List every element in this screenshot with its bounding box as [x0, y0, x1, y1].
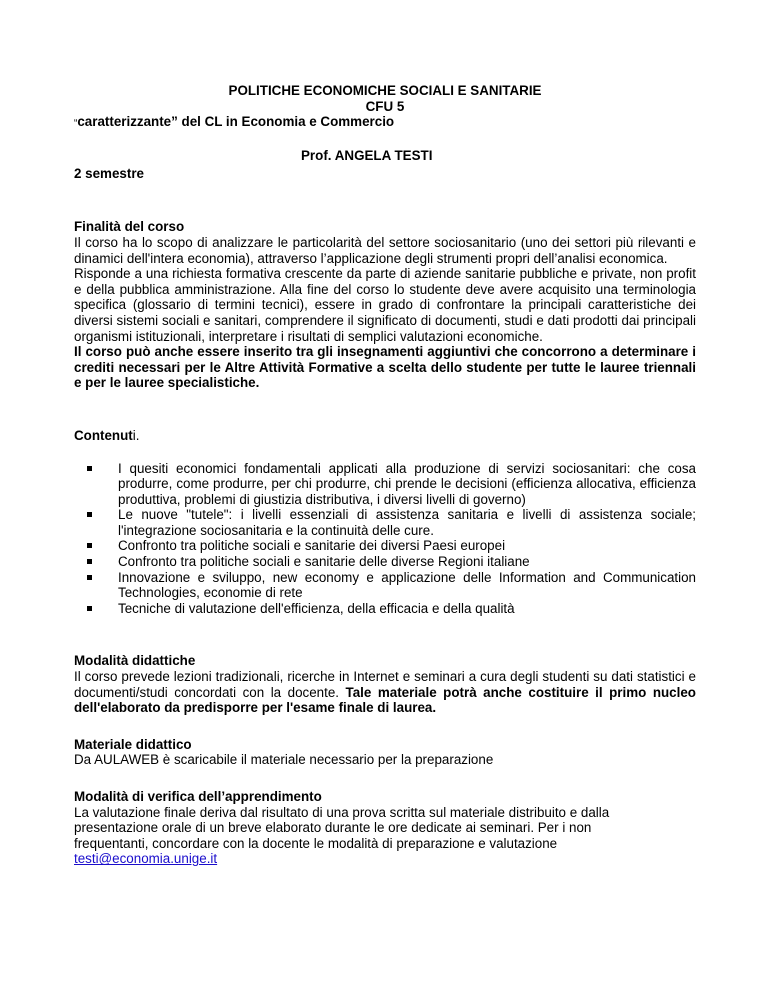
- verifica-line-3: frequentanti, concordare con la docente le modalità di preparazione e valutazione: [74, 835, 558, 851]
- verifica-heading: Modalità di verifica dell’apprendimento: [74, 789, 322, 804]
- document-page: [74, 83, 696, 867]
- bullet-square-icon: [87, 606, 92, 611]
- course-cfu: CFU 5: [365, 98, 405, 114]
- course-subtitle: [74, 114, 696, 132]
- list-item-text: Confronto tra politiche sociali e sanitarie delle diverse Regioni italiane: [118, 554, 530, 570]
- bullet-square-icon: [87, 466, 92, 471]
- bullet-square-icon: [87, 512, 92, 517]
- course-title: POLITICHE ECONOMICHE SOCIALI E SANITARIE: [228, 83, 542, 98]
- semester: 2 semestre: [74, 165, 144, 181]
- contenuti-heading-bold: Contenut: [74, 427, 133, 443]
- materiale-text: Da AULAWEB è scaricabile il materiale necessario per la preparazione: [74, 752, 494, 768]
- finalita-paragraph-2: Risponde a una richiesta formativa crescente da parte di aziende sanitarie pubbliche e private, non profit e della pubblica amministrazione. Alla fine del corso lo studente deve avere acquisito una terminologia specifica (glossario di termini tecnici), essere in grado di confrontare la principali caratteristiche dei diversi sistemi sociali e sanitari, comprendere il significato di documenti, studi e dati prodotti dai principali organismi istituzionali, interpretare i risultati di semplici valutazioni economiche.: [74, 266, 696, 344]
- verifica-line-1: La valutazione finale deriva dal risultato di una prova scritta sul materiale distribuito e dalla: [74, 804, 610, 820]
- email-link[interactable]: testi@economia.unige.it: [74, 851, 218, 867]
- list-item-text: Le nuove "tutele": i livelli essenziali di assistenza sanitaria e livelli di assistenza sociale; l'integrazione sociosanitaria e la continuità delle cure.: [118, 507, 696, 538]
- modalita-heading: Modalità didattiche: [74, 653, 196, 669]
- subtitle-text: caratterizzante” del CL in Economia e Commercio: [77, 114, 395, 130]
- modalita-text-bold: Tale materiale potrà anche costituire il primo nucleo dell'elaborato da predisporre per l'esame finale di laurea.: [74, 684, 696, 716]
- list-item-text: Innovazione e sviluppo, new economy e applicazione delle Information and Communication Technologies, economie di rete: [118, 569, 696, 601]
- professor-name: Prof. ANGELA TESTI: [301, 147, 433, 163]
- list-item: [118, 538, 696, 554]
- contenuti-list: [74, 461, 696, 617]
- verifica-line-2: presentazione orale di un breve elaborato durante le ore dedicate ai seminari. Per i non: [74, 820, 592, 836]
- list-item-text: Tecniche di valutazione dell'efficienza, della efficacia e della qualità: [118, 600, 515, 616]
- list-item: [118, 554, 696, 570]
- professor-row: [74, 148, 696, 166]
- list-item-text: Confronto tra politiche sociali e sanitarie dei diversi Paesi europei: [118, 538, 506, 554]
- finalita-paragraph-1: Il corso ha lo scopo di analizzare le particolarità del settore sociosanitario (uno dei settori più rilevanti e dinamici dell'intera economia), attraverso l’applicazione degli strumenti propri dell’analisi economica.: [74, 234, 696, 266]
- finalita-paragraph-3: Il corso può anche essere inserito tra gli insegnamenti aggiuntivi che concorrono a determinare i crediti necessari per le Altre Attività Formative a scelta dello studente per tutte le lauree triennali e per le lauree specialistiche.: [74, 344, 696, 391]
- contenuti-heading-tail: i.: [132, 427, 140, 443]
- bullet-square-icon: [87, 543, 92, 548]
- list-item: [118, 461, 696, 508]
- contenuti-heading: [74, 428, 696, 444]
- list-item: [118, 601, 696, 617]
- modalita-paragraph: [74, 669, 696, 716]
- materiale-heading: Materiale didattico: [74, 736, 192, 752]
- list-item: [118, 570, 696, 601]
- section-contenuti: [74, 428, 696, 617]
- bullet-square-icon: [87, 559, 92, 564]
- section-verifica: [74, 789, 696, 867]
- section-modalita: [74, 653, 696, 715]
- bullet-square-icon: [87, 575, 92, 580]
- subtitle-quote: “: [74, 118, 78, 130]
- finalita-heading: Finalità del corso: [74, 219, 185, 235]
- list-item: [118, 507, 696, 538]
- list-item-text: I quesiti economici fondamentali applicati alla produzione di servizi sociosanitari: che cosa produrre, come produrre, per chi produrre, chi prende le decisioni (efficienza allocativa, efficienza produttiva, problemi di giustizia distributiva, i diversi livelli di governo): [118, 460, 696, 507]
- modalita-text: Il corso prevede lezioni tradizionali, ricerche in Internet e seminari a cura degli studenti su dati statistici e documenti/studi concordati con la docente.: [74, 669, 696, 700]
- section-finalita: [74, 219, 696, 391]
- section-materiale: [74, 737, 696, 768]
